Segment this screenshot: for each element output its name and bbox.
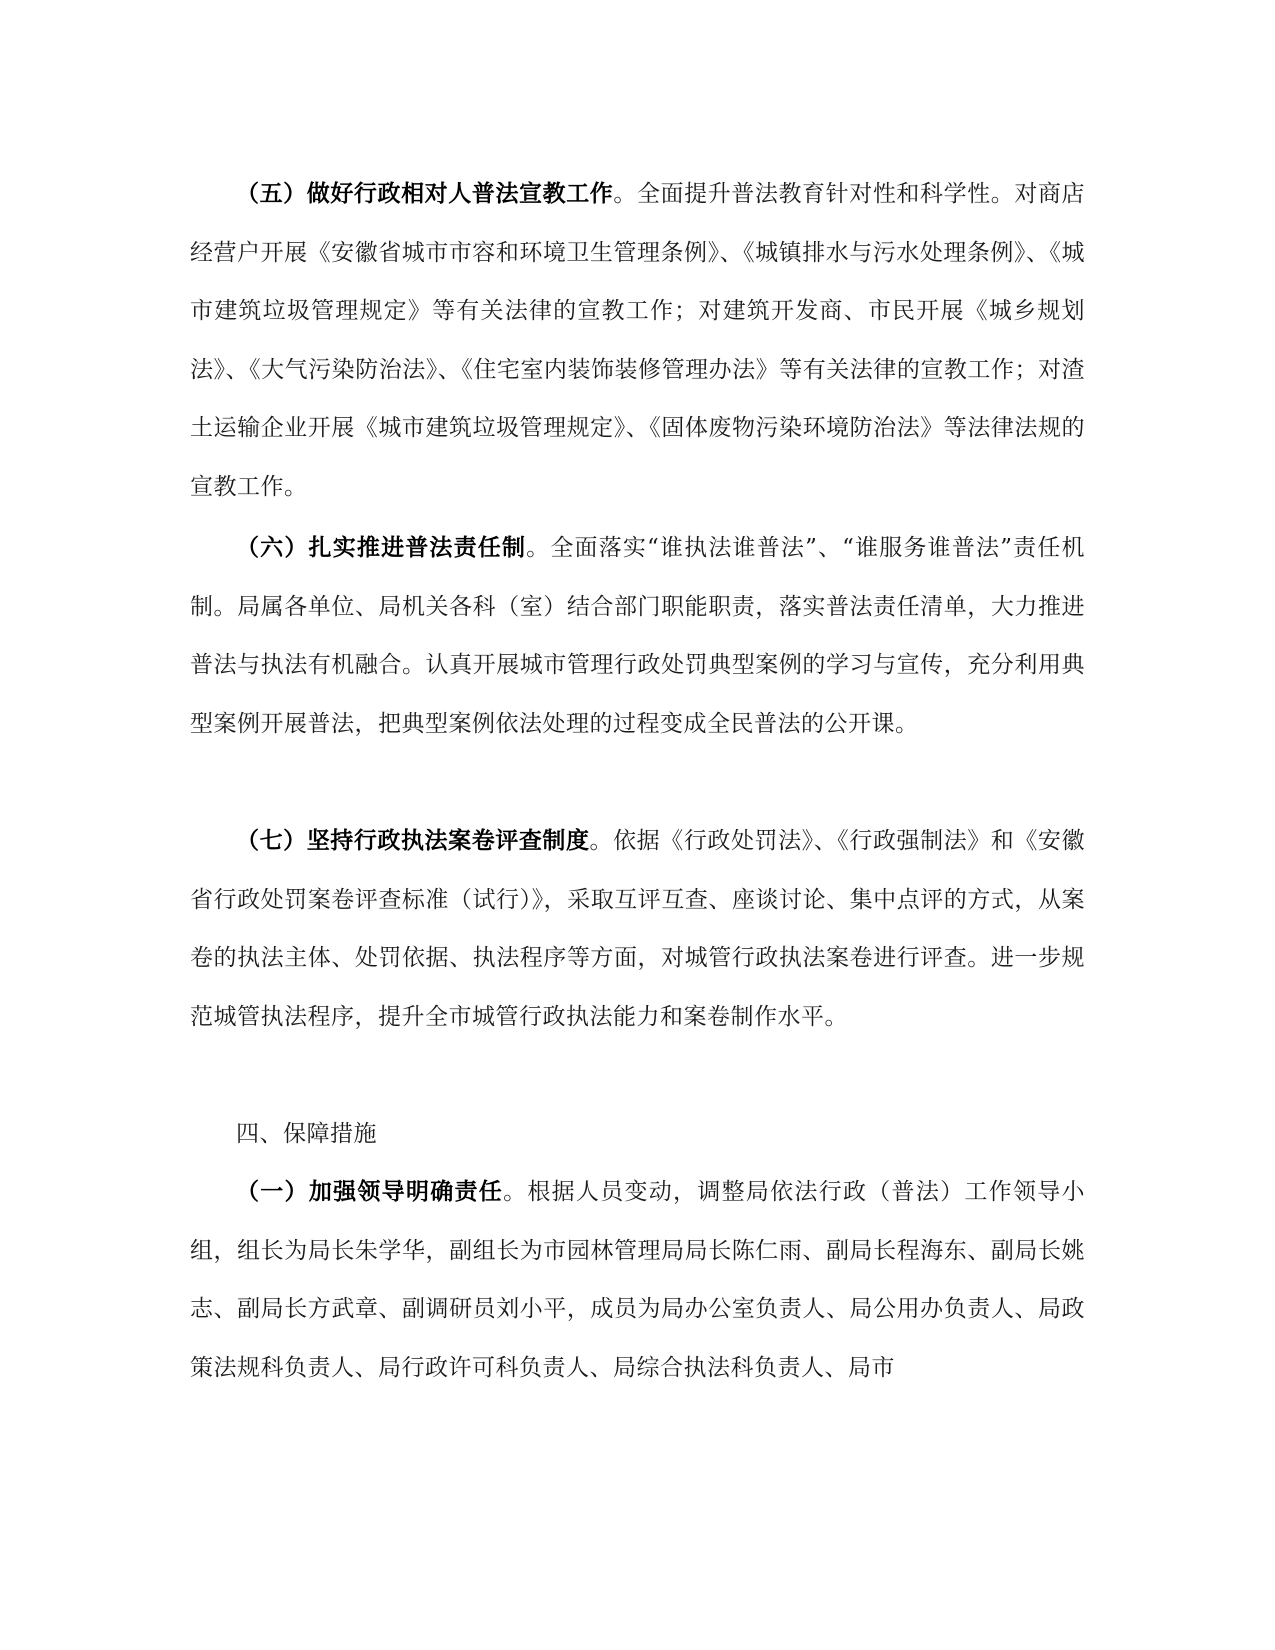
paragraph-one [190, 1163, 1085, 1397]
paragraph-one-body: 。根据人员变动，调整局依法行政（普法）工作领导小组，组长为局长朱学华，副组长为市园林管理局局长陈仁雨、副局长程海东、副局长姚志、副局长方武章、副调研员刘小平，成员为局办公室负责人、局公用办负责人、局政策法规科负责人、局行政许可科负责人、局综合执法科负责人、局市 [190, 1179, 1086, 1381]
paragraph-five [190, 165, 1085, 516]
paragraph-six-heading: （六）扎实推进普法责任制 [236, 535, 527, 561]
paragraph-five-body: 。全面提升普法教育针对性和科学性。对商店经营户开展《安徽省城市市容和环境卫生管理条例》、《城镇排水与污水处理条例》、《城市建筑垃圾管理规定》等有关法律的宣教工作；对建筑开发商、市民开展《城乡规划法》、《大气污染防治法》、《住宅室内装饰装修管理办法》等有关法律的宣教工作；对渣土运输企业开展《城市建筑垃圾管理规定》、《固体废物污染环境防治法》等法律法规的宣教工作。 [190, 181, 1086, 500]
paragraph-seven [190, 812, 1085, 1046]
paragraph-six [190, 519, 1085, 753]
paragraph-seven-heading: （七）坚持行政执法案卷评查制度 [236, 828, 590, 854]
paragraph-one-heading: （一）加强领导明确责任 [236, 1179, 504, 1205]
section-heading-four-text: 四、保障措施 [236, 1121, 377, 1147]
section-heading-four [190, 1105, 1085, 1164]
paragraph-five-heading: （五）做好行政相对人普法宣教工作 [236, 181, 614, 207]
paragraph-seven-body: 。依据《行政处罚法》、《行政强制法》和《安徽省行政处罚案卷评查标准（试行）》，采取互评互查、座谈讨论、集中点评的方式，从案卷的执法主体、处罚依据、执法程序等方面，对城管行政执法案卷进行评查。进一步规范城管执法程序，提升全市城管行政执法能力和案卷制作水平。 [190, 828, 1086, 1030]
paragraph-six-body: 。全面落实“谁执法谁普法”、“谁服务谁普法”责任机制。局属各单位、局机关各科（室）结合部门职能职责，落实普法责任清单，大力推进普法与执法有机融合。认真开展城市管理行政处罚典型案例的学习与宣传，充分利用典型案例开展普法，把典型案例依法处理的过程变成全民普法的公开课。 [190, 535, 1085, 737]
